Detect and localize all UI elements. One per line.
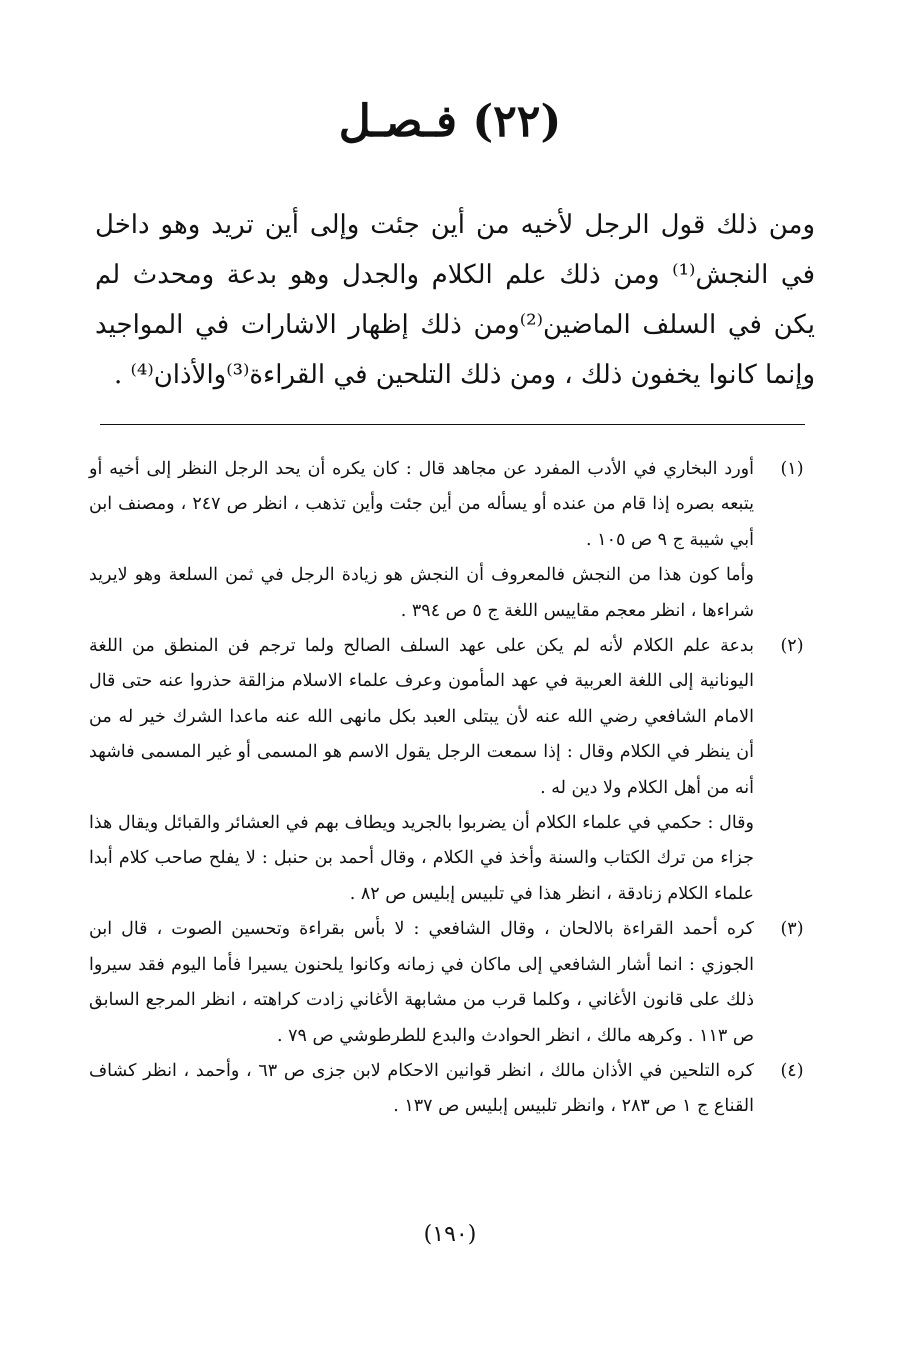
footnote-paragraph: وقال : حكمي في علماء الكلام أن يضربوا بالجريد ويطاف بهم في العشائر والقبائل ويقال هذا جزاء من ترك الكتاب والسنة وأخذ في الكلام ، وقال أحمد بن حنبل : لا يفلح صاحب كلام أبدا علماء الكلام زنادقة ، انظر هذا في تلبيس إبليس ص ٨٢ . bbox=[89, 813, 754, 904]
footnote-paragraph: كره أحمد القراءة بالالحان ، وقال الشافعي : لا بأس بقراءة وتحسين الصوت ، قال ابن الجوزي : انما أشار الشافعي إلى ماكان في زمانه وكانوا يلحنون يسيرا فأما اليوم فقد سيروا ذلك على قانون الأغاني ، وكلما قرب من مشابهة الأغاني زادت كراهته ، انظر المرجع السابق ص ١١٣ . وكرهه مالك ، انظر الحوادث والبدع للطرطوشي ص ٧٩ . bbox=[89, 919, 754, 1046]
footnote-number: (٤) bbox=[780, 1060, 804, 1081]
footnote-paragraph: أورد البخاري في الأدب المفرد عن مجاهد قال : كان يكره أن يحد الرجل النظر إلى أخيه أو يتبعه بصره إذا قام من عنده أو يسأله من أين جئت وأين تذهب ، انظر ص ٢٤٧ ، ومصنف ابن أبي شيبة ج ٩ ص ١٠٥ . bbox=[89, 459, 754, 550]
main-text bbox=[95, 200, 815, 400]
footnote-paragraph: بدعة علم الكلام لأنه لم يكن على عهد السلف الصالح ولما ترجم فن المنطق من اللغة اليونانية إلى اللغة العربية في عهد المأمون وعرف علماء الاسلام مزالقة حذروا عنه حتى قال الامام الشافعي رضي الله عنه لأن يبتلى العبد بكل مانهى الله عنه ماعدا الشرك خير له من أن ينظر في الكلام وقال : إذا سمعت الرجل يقول الاسم هو المسمى أو غير المسمى فاشهد أنه من أهل الكلام ولا دين له . bbox=[89, 636, 754, 798]
chapter-title: (٢٢) فـصـل bbox=[338, 96, 562, 147]
footnote-number: (١) bbox=[780, 459, 804, 479]
footnote-divider bbox=[100, 424, 805, 425]
footnote-1 bbox=[89, 452, 814, 629]
footnote-2 bbox=[89, 629, 814, 912]
footnote-number: (٢) bbox=[780, 636, 804, 657]
page-number: (١٩٠) bbox=[423, 1222, 477, 1247]
footnotes bbox=[89, 452, 814, 1125]
footnote-paragraph: وأما كون هذا من النجش فالمعروف أن النجش هو زيادة الرجل في ثمن السلعة وهو لايريد شراءها ، انظر معجم مقاييس اللغة ج ٥ ص ٣٩٤ . bbox=[89, 565, 754, 621]
main-paragraph: ومن ذلك قول الرجل لأخيه من أين جئت وإلى أين تريد وهو داخل في النجش⁽¹⁾ ومن ذلك علم الكلام والجدل وهو بدعة ومحدث لم يكن في السلف الماضين⁽²⁾ومن ذلك إظهار الاشارات في المواجيد وإنما كانوا يخفون ذلك ، ومن ذلك التلحين في القراءة⁽³⁾والأذان⁽⁴⁾ . bbox=[95, 210, 816, 390]
footnote-4 bbox=[89, 1054, 814, 1125]
footnote-3 bbox=[89, 912, 814, 1054]
footnote-paragraph: كره التلحين في الأذان مالك ، انظر قوانين الاحكام لابن جزى ص ٦٣ ، وأحمد ، انظر كشاف القناع ج ١ ص ٢٨٣ ، وانظر تلبيس إبليس ص ١٣٧ . bbox=[89, 1060, 754, 1117]
footnote-number: (٣) bbox=[780, 919, 804, 940]
